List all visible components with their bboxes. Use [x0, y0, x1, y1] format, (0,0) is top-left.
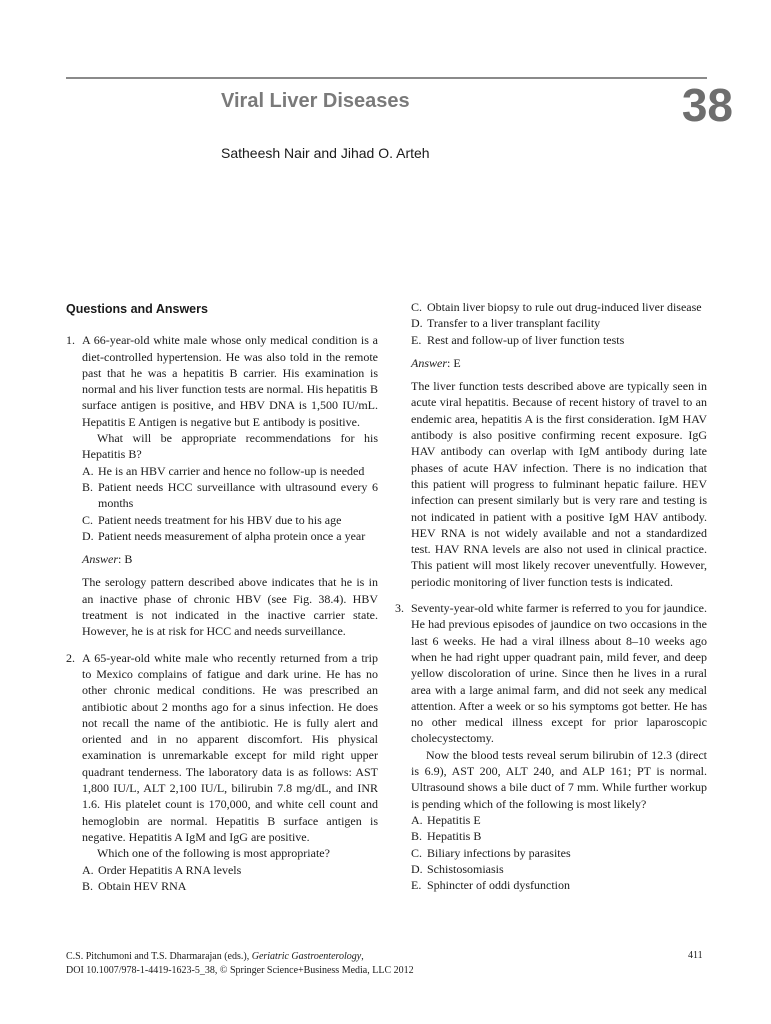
option	[411, 861, 707, 877]
option-text: Patient needs treatment for his HBV due to his age	[98, 512, 342, 527]
option-label: A.	[82, 463, 94, 478]
question-stem: A 66-year-old white male whose only medical condition is a diet-controlled hypertension. He was also told in the remote past that he was a hepatitis B carrier. His examination is normal and his liver function tests are normal. His hepatitis B surface antigen is positive, and HBV DNA is 1,500 IU/mL. Hepatitis E Antigen is negative but E antibody is positive.	[82, 333, 378, 429]
option-label: A.	[82, 862, 94, 877]
answer-explanation: The liver function tests described above are typically seen in acute viral hepatitis. Because of recent history of travel to an endemic area, hepatitis A is the first consideration. IgM HAV antibody is also positive confirming recent exposure. IgG HAV antibody can overlap with IgM antibody during late phases of acute HAV infection. There is no indication that this patient will progress to fulminant hepatic failure. HEV infection can present similarly but is very rare and testing is not indicated in patient with a positive IgM HAV antibody. HEV RNA is not widely available and not a standardized test. HAV RNA levels are also not used in clinical practice. This patient will most likely recover uneventfully. However, periodic monitoring of liver function tests is indicated.	[411, 379, 707, 589]
citation-punct: ,	[361, 951, 364, 962]
option-label: E.	[411, 332, 422, 347]
section-heading: Questions and Answers	[66, 302, 208, 316]
option	[82, 528, 378, 544]
option-text: Obtain liver biopsy to rule out drug-induced liver disease	[427, 300, 702, 314]
option	[411, 299, 707, 315]
answer-line	[82, 551, 378, 567]
option-label: B.	[82, 878, 94, 893]
citation-line-1	[66, 950, 414, 964]
option	[82, 862, 378, 878]
question-prompt: Now the blood tests reveal serum bilirubin of 12.3 (direct is 6.9), AST 200, ALT 240, and ALP 161; PT is normal. Ultrasound shows a bile duct of 7 mm. While further workup is pending which of the following is most likely?	[411, 747, 707, 811]
right-column	[395, 299, 707, 893]
option-label: E.	[411, 878, 422, 893]
citation-book-title: Geriatric Gastroenterology	[251, 951, 362, 962]
question-1	[66, 332, 378, 430]
option-label: B.	[411, 829, 423, 844]
option-text: Rest and follow-up of liver function tests	[427, 332, 625, 347]
option-label: B.	[82, 479, 94, 494]
option	[411, 828, 707, 844]
question-2	[66, 650, 378, 846]
option	[411, 332, 707, 348]
option-label: C.	[82, 512, 94, 527]
answer-label: Answer	[82, 552, 118, 567]
question-stem: A 65-year-old white male who recently returned from a trip to Mexico complains of fatigue and dark urine. He has no other chronic medical conditions. He was prescribed an antibiotic about 2 months ago for a sinus infection. He does not recall the name of the antibiotic. He is fully alert and oriented and in no apparent discomfort. His physical examination is unremarkable except for mild right upper quadrant tenderness. The laboratory data is as follows: AST 1,800 IU/L, ALT 2,100 IU/L, bilirubin 7.8 mg/dL, and INR 1.6. His platelet count is 170,000, and white cell count and hemoglobin are normal. Hepatitis B surface antigen is negative. Hepatitis A IgM and IgG are positive.	[82, 650, 378, 844]
option-text: Order Hepatitis A RNA levels	[98, 862, 242, 877]
option-label: A.	[411, 812, 423, 827]
option-text: Patient needs HCC surveillance with ultrasound every 6 months	[98, 479, 378, 511]
question-prompt: Which one of the following is most appropriate?	[97, 846, 330, 861]
chapter-title: Viral Liver Diseases	[221, 90, 410, 112]
answer-label: Answer	[411, 355, 447, 370]
chapter-number: 38	[681, 79, 733, 131]
option-label: C.	[411, 845, 423, 860]
option	[82, 512, 378, 528]
option-text: Hepatitis B	[427, 829, 482, 844]
header-rule	[66, 77, 707, 79]
option-label: D.	[411, 316, 423, 331]
page-number: 411	[688, 950, 703, 961]
question-prompt: What will be appropriate recommendations for his Hepatitis B?	[82, 431, 378, 462]
option	[411, 812, 707, 828]
answer-value: : E	[447, 355, 461, 370]
option-text: Transfer to a liver transplant facility	[427, 316, 601, 331]
citation-editors: C.S. Pitchumoni and T.S. Dharmarajan (eds.),	[66, 951, 252, 962]
option-label: D.	[82, 528, 94, 543]
question-stem: Seventy-year-old white farmer is referred to you for jaundice. He had previous episodes of jaundice on two occasions in the last 6 weeks. He had a viral illness about 8–10 weeks ago when he had right upper quadrant pain, mild fever, and deep yellow discoloration of urine. Since then he lives in a rural area with a large animal farm, and did not seek any medical attention. After a week or so his symptoms got better. He has no other medical illness except for prior laparoscopic cholecystectomy.	[411, 601, 707, 746]
option-text: Obtain HEV RNA	[98, 878, 187, 893]
question-number: 1.	[66, 333, 75, 348]
option-text: Hepatitis E	[427, 812, 481, 827]
option-text: Biliary infections by parasites	[427, 845, 571, 860]
answer-explanation: The serology pattern described above indicates that he is in an inactive phase of chronic HBV (see Fig. 38.4). HBV treatment is not indicated in the inactive carrier state. However, he is at risk for HCC and needs surveillance.	[82, 575, 378, 639]
option-text: Patient needs measurement of alpha protein once a year	[98, 528, 366, 543]
left-column	[66, 298, 378, 894]
answer-line	[411, 355, 707, 371]
option	[411, 845, 707, 861]
answer-value: : B	[118, 552, 133, 567]
option-text: Sphincter of oddi dysfunction	[427, 878, 570, 893]
question-number: 3.	[395, 601, 404, 616]
option	[411, 877, 707, 893]
option-text: He is an HBV carrier and hence no follow-up is needed	[98, 463, 365, 478]
option-text: Schistosomiasis	[427, 861, 504, 876]
citation-footer	[66, 950, 414, 978]
option	[82, 463, 378, 479]
option-label: C.	[411, 300, 423, 314]
option	[82, 479, 378, 512]
question-3	[395, 600, 707, 747]
chapter-authors: Satheesh Nair and Jihad O. Arteh	[221, 145, 430, 161]
option-label: D.	[411, 861, 423, 876]
option	[411, 315, 707, 331]
question-number: 2.	[66, 650, 75, 665]
option	[82, 878, 378, 894]
citation-line-2: DOI 10.1007/978-1-4419-1623-5_38, © Springer Science+Business Media, LLC 2012	[66, 965, 414, 976]
